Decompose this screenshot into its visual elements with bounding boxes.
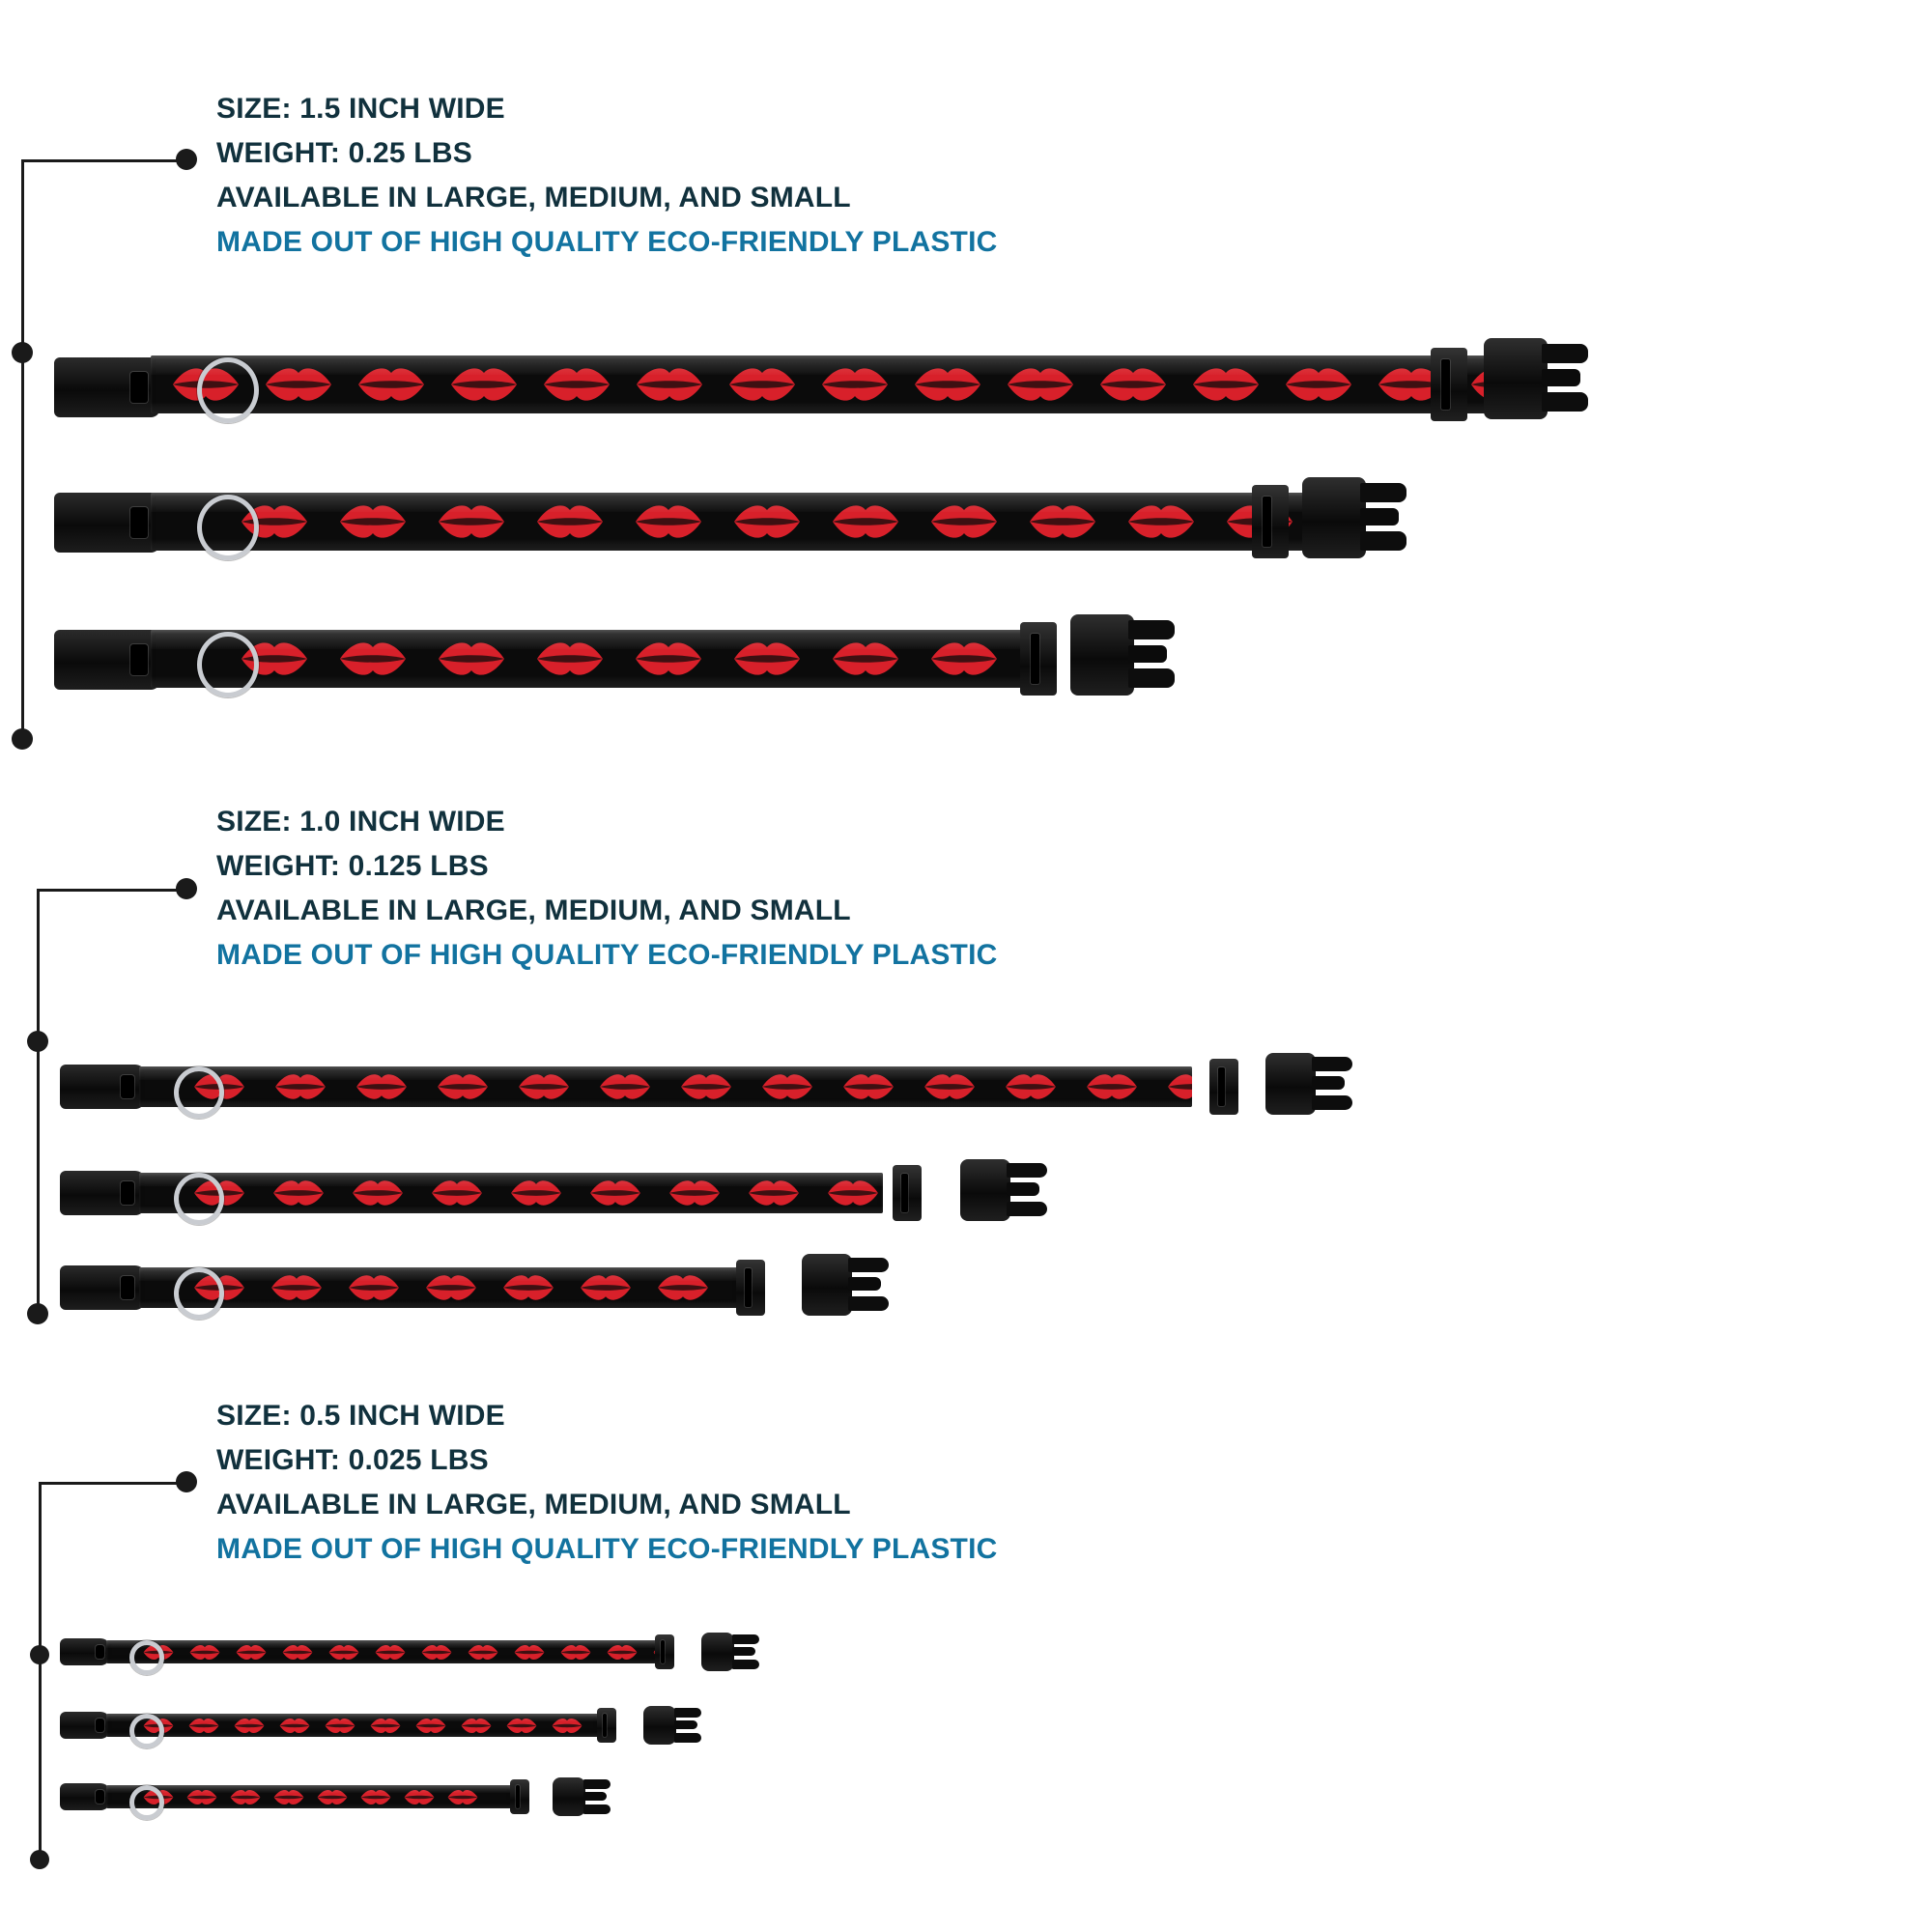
spec-weight-label: WEIGHT: 0.25 LBS [216,137,472,169]
buckle-male-end [960,1159,1010,1221]
buckle-male-end [1265,1053,1316,1115]
buckle-prong-lower [1542,392,1588,412]
collar-strap [151,630,1049,688]
collar-0-5-inch-small [60,1770,659,1824]
strap-tail [583,1792,607,1801]
buckle-female-end [60,1783,110,1810]
slider-adjuster [1252,485,1289,558]
buckle-prong-lower [674,1733,701,1743]
buckle-female-end [54,493,160,553]
slider-adjuster [1209,1059,1238,1115]
strap-tail [1128,645,1167,663]
buckle-prong-lower [848,1296,889,1311]
leader-dot-bottom [30,1850,49,1869]
spec-weight-label: WEIGHT: 0.025 LBS [216,1444,489,1476]
buckle-female-end [60,1638,110,1665]
collar-1-5-inch-medium [54,464,1358,570]
spec-block-0-5-inch [216,1394,997,1572]
spec-block-1-5-inch [216,87,997,265]
collar-1-5-inch-large [54,328,1648,435]
buckle-prong-upper [674,1708,701,1718]
strap-tail [1542,369,1580,386]
leader-dot-top [30,1645,49,1664]
collar-1-0-inch-large [60,1043,1412,1121]
buckle-prong-lower [732,1660,759,1669]
spec-material-label: MADE OUT OF HIGH QUALITY ECO-FRIENDLY PLASTIC [216,1533,998,1565]
strap-tail [1007,1182,1039,1196]
collar-strap [151,355,1493,413]
d-ring [174,1066,224,1119]
buckle-female-end [60,1065,145,1109]
spec-block-1-0-inch [216,800,997,978]
buckle-male-end [643,1706,676,1745]
buckle-male-end [553,1777,585,1816]
collar-strap [139,1173,883,1213]
buckle-prong-upper [1312,1057,1352,1071]
buckle-prong-upper [1128,620,1175,639]
spec-availability-label: AVAILABLE IN LARGE, MEDIUM, AND SMALL [216,182,851,213]
collar-1-0-inch-small [60,1244,929,1321]
collar-0-5-inch-medium [60,1698,736,1752]
d-ring [174,1267,224,1320]
leader-dot-bottom [27,1303,48,1324]
strap-tail [1312,1076,1345,1090]
leader-dot-top [12,342,33,363]
buckle-female-end [60,1265,145,1310]
spec-size-label: SIZE: 1.5 INCH WIDE [216,93,505,125]
buckle-male-end [1070,614,1134,696]
leader-dot-callout [176,149,197,170]
collar-strap [151,493,1310,551]
leader-dot-top [27,1031,48,1052]
collar-strap [139,1066,1192,1107]
collar-strap [106,1785,512,1808]
spec-size-label: SIZE: 0.5 INCH WIDE [216,1400,505,1432]
d-ring [197,357,259,423]
slider-adjuster [510,1779,529,1814]
slider-adjuster [893,1165,922,1221]
slider-adjuster [1020,622,1057,696]
leader-dot-callout [176,1471,197,1492]
spec-availability-label: AVAILABLE IN LARGE, MEDIUM, AND SMALL [216,895,851,926]
buckle-prong-upper [583,1779,611,1789]
buckle-male-end [1302,477,1366,558]
leader-dot-callout [176,878,197,899]
buckle-male-end [1484,338,1548,419]
slider-adjuster [655,1634,674,1669]
buckle-prong-lower [1312,1095,1352,1110]
buckle-prong-upper [1542,344,1588,363]
buckle-female-end [60,1171,145,1215]
spec-weight-label: WEIGHT: 0.125 LBS [216,850,489,882]
d-ring [129,1714,164,1748]
spec-availability-label: AVAILABLE IN LARGE, MEDIUM, AND SMALL [216,1489,851,1520]
d-ring [174,1173,224,1225]
collar-strap [106,1714,599,1737]
strap-tail [848,1277,881,1291]
buckle-prong-upper [1360,483,1406,502]
buckle-female-end [60,1712,110,1739]
leader-dot-bottom [12,728,33,750]
strap-tail [732,1647,755,1656]
collar-0-5-inch-large [60,1625,794,1679]
collar-1-0-inch-medium [60,1150,1084,1227]
buckle-prong-lower [1128,668,1175,688]
spec-material-label: MADE OUT OF HIGH QUALITY ECO-FRIENDLY PLASTIC [216,939,998,971]
buckle-prong-lower [1360,531,1406,551]
buckle-male-end [802,1254,852,1316]
d-ring [197,495,259,560]
slider-adjuster [1431,348,1467,421]
buckle-prong-upper [848,1258,889,1272]
buckle-prong-lower [1007,1202,1047,1216]
buckle-male-end [701,1633,734,1671]
strap-tail [674,1720,697,1729]
buckle-prong-upper [732,1634,759,1644]
buckle-female-end [54,357,160,417]
d-ring [129,1640,164,1675]
buckle-prong-upper [1007,1163,1047,1178]
d-ring [129,1785,164,1820]
strap-tail [1360,508,1399,526]
spec-material-label: MADE OUT OF HIGH QUALITY ECO-FRIENDLY PLASTIC [216,226,998,258]
collar-1-5-inch-small [54,599,1097,705]
spec-size-label: SIZE: 1.0 INCH WIDE [216,806,505,838]
collar-strap [106,1640,657,1663]
d-ring [197,632,259,697]
slider-adjuster [597,1708,616,1743]
slider-adjuster [736,1260,765,1316]
buckle-female-end [54,630,160,690]
collar-strap [139,1267,738,1308]
buckle-prong-lower [583,1804,611,1814]
